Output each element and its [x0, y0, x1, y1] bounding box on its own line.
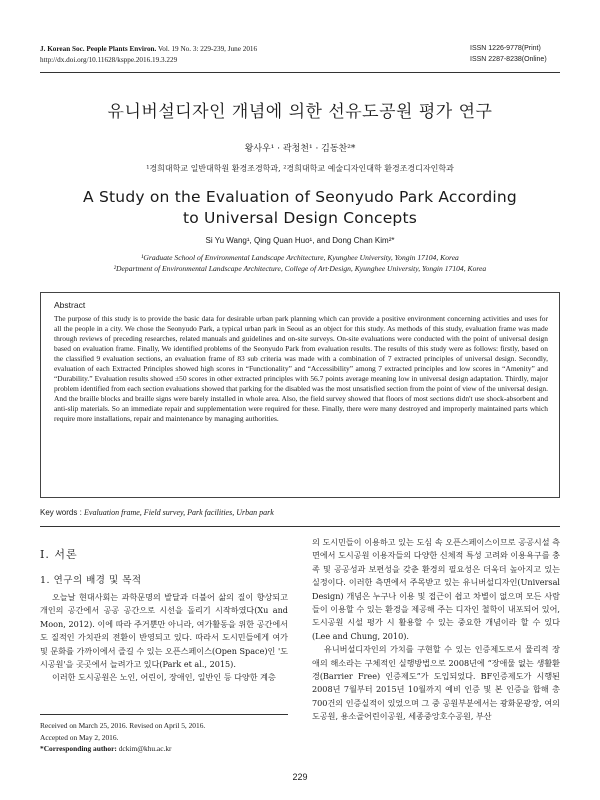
corresponding-email[interactable]: dckim@khu.ac.kr	[118, 744, 172, 753]
paragraph: 의 도시민들이 이용하고 있는 도심 속 오픈스페이스이므로 공공시설 측면에서 도시공원 이용자들의 다양한 신체적 특성 고려와 이용욕구를 충족 및 공공성과 보편성을 갖춘 환경의 필요성은 더욱더 높아지고 있는 실정이다. 이러한 측면에서 주목받고 있는 유니버설디자인(Universal Design) 개념은 누구나 이용 및 접근이 쉽고 차별이 없으며 모든 사람들이 이용할 수 있는 환경을 제공해 주는 디자인 철학이 내포되어 있어, 도시공원 시설 평가 시 활용할 수 있는 중요한 개념이라 할 수 있다(Lee and Chung, 2010).	[312, 537, 560, 641]
header-rule	[40, 72, 560, 73]
korean-authors: 왕사우¹ · 곽청천¹ · 김동찬²*	[244, 144, 356, 154]
korean-affiliation: ¹경희대학교 일반대학원 환경조경학과, ²경희대학교 예술디자인대학 환경조경디자인학과	[146, 164, 454, 173]
journal-header	[40, 44, 257, 65]
keywords-rule	[40, 526, 560, 527]
abstract-text: The purpose of this study is to provide the basic data for desirable urban park planning which can provide a positive environment concerning activities and uses for all the people in a city. We chose the Seonyudo Park, a typical urban park in Seoul as an object for this study. As methods of this study, evaluation frame was made through reviews of preceding researches, related manuals and guidelines and on-site surveys. On-site evaluations were conducted with the point of universal design based on evaluation frame. Finally, We identified problems of the Seonyudo Park from evaluation results. The results of this study were as follows: firstly, based on the classified 9 evaluation sections, an evaluation frame of 83 sub criteria was made with a combination of 7 extracted principles of universal design. Secondly, evaluation of each Extracted Principles showed high scores in “Functionality” and “Accessibility” among 7 extracted principles and low scores in “Amenity” and “Durability.” Evaluation results showed ±50 scores in other extracted principles with 56.7 points average meaning low in universal design adaptation. Thirdly, major problem identified from each section evaluations showed that parking for the disabled was the most unsatisfied section from the point of view of the universal design. And the braille blocks and braille signs were barely installed in whole area. Also, the field survey showed that floors of most sections didn't use shock-absorbent and anti-slip materials. So an immediate repair and supplementation were required for these. Finally, there were many destroyed and improperly maintained parts which require more installations, repair and maintenance by managing authorities.	[54, 314, 548, 424]
doi-link[interactable]: http://dx.doi.org/10.11628/ksppe.2016.19.3.229	[40, 55, 178, 64]
abstract-box	[40, 292, 560, 498]
page-number: 229	[292, 772, 308, 782]
english-affiliation-1: ¹Graduate School of Environmental Landscape Architecture, Kyunghee University, Yongin 17104, Korea	[141, 253, 459, 262]
english-affiliation	[0, 252, 600, 274]
keywords	[40, 508, 560, 517]
section-heading: Ⅰ. 서론	[40, 548, 78, 561]
abstract-heading: Abstract	[54, 300, 86, 310]
keywords-label: Key words :	[40, 508, 82, 517]
accepted-date: Accepted on May 2, 2016.	[40, 732, 119, 742]
corresponding-author	[40, 743, 288, 755]
journal-name: J. Korean Soc. People Plants Environ.	[40, 45, 157, 53]
footnote-rule	[40, 714, 288, 715]
body-left-column	[40, 591, 288, 685]
paragraph: 오늘날 현대사회는 과학문명의 발달과 더불어 삶의 질이 향상되고 개인의 공간에서 공공 공간으로 시선을 돌리기 시작하였다(Xu and Moon, 2012). 이에 따라 주거뿐만 아니라, 여가활동을 위한 공간에서도 질적인 가치관의 전환이 반영되고 있다. 따라서 도시민들에게 여가 및 문화를 가까이에서 즐길 수 있는 오픈스페이스(Open Space)인 '도시공원'을 곳곳에서 늘려가고 있다(Park et al., 2015).	[40, 592, 288, 670]
received-date: Received on March 25, 2016. Revised on April 5, 2016.	[40, 721, 206, 730]
english-title	[0, 187, 600, 229]
journal-volume: Vol. 19 No. 3: 229-239, June 2016	[158, 45, 258, 53]
english-title-line-1: A Study on the Evaluation of Seonyudo Park According	[83, 188, 517, 206]
issn-online: ISSN 2287-8238(Online)	[470, 55, 547, 63]
english-authors: Si Yu Wang¹, Qing Quan Huo¹, and Dong Chan Kim²*	[205, 236, 395, 245]
keywords-value: Evaluation frame, Field survey, Park facilities, Urban park	[84, 508, 274, 517]
korean-title: 유니버설디자인 개념에 의한 선유도공원 평가 연구	[107, 102, 493, 122]
corresponding-label: *Corresponding author:	[40, 744, 117, 753]
issn-block	[470, 44, 562, 65]
english-title-line-2: to Universal Design Concepts	[182, 209, 418, 227]
english-affiliation-2: ²Department of Environmental Landscape Architecture, College of Art·Design, Kyunghee University, Yongin 17104, Korea	[113, 264, 487, 273]
issn-print: ISSN 1226-9778(Print)	[470, 45, 541, 52]
subsection-heading: 1. 연구의 배경 및 목적	[40, 575, 142, 586]
paragraph: 유니버설디자인의 가치를 구현할 수 있는 인증제도로서 물리적 장애의 해소라는 구체적인 실행방법으로 2008년에 “장애물 없는 생활환경(Barrier Free) 인증제도”가 도입되었다. BF인증제도가 시행된 2008년 7월부터 2015년 10월까지 예비 인증 및 본 인증을 합해 총 700건의 인증실적이 있었으며 그 중 공원부분에서는 광화문광장, 여의도공원, 용소골어린이공원, 세종중앙호수공원, 부산	[312, 644, 560, 722]
body-right-column	[312, 536, 560, 724]
footnotes	[40, 720, 288, 755]
paragraph: 이러한 도시공원은 노인, 어린이, 장애인, 일반인 등 다양한 계층	[52, 672, 276, 683]
